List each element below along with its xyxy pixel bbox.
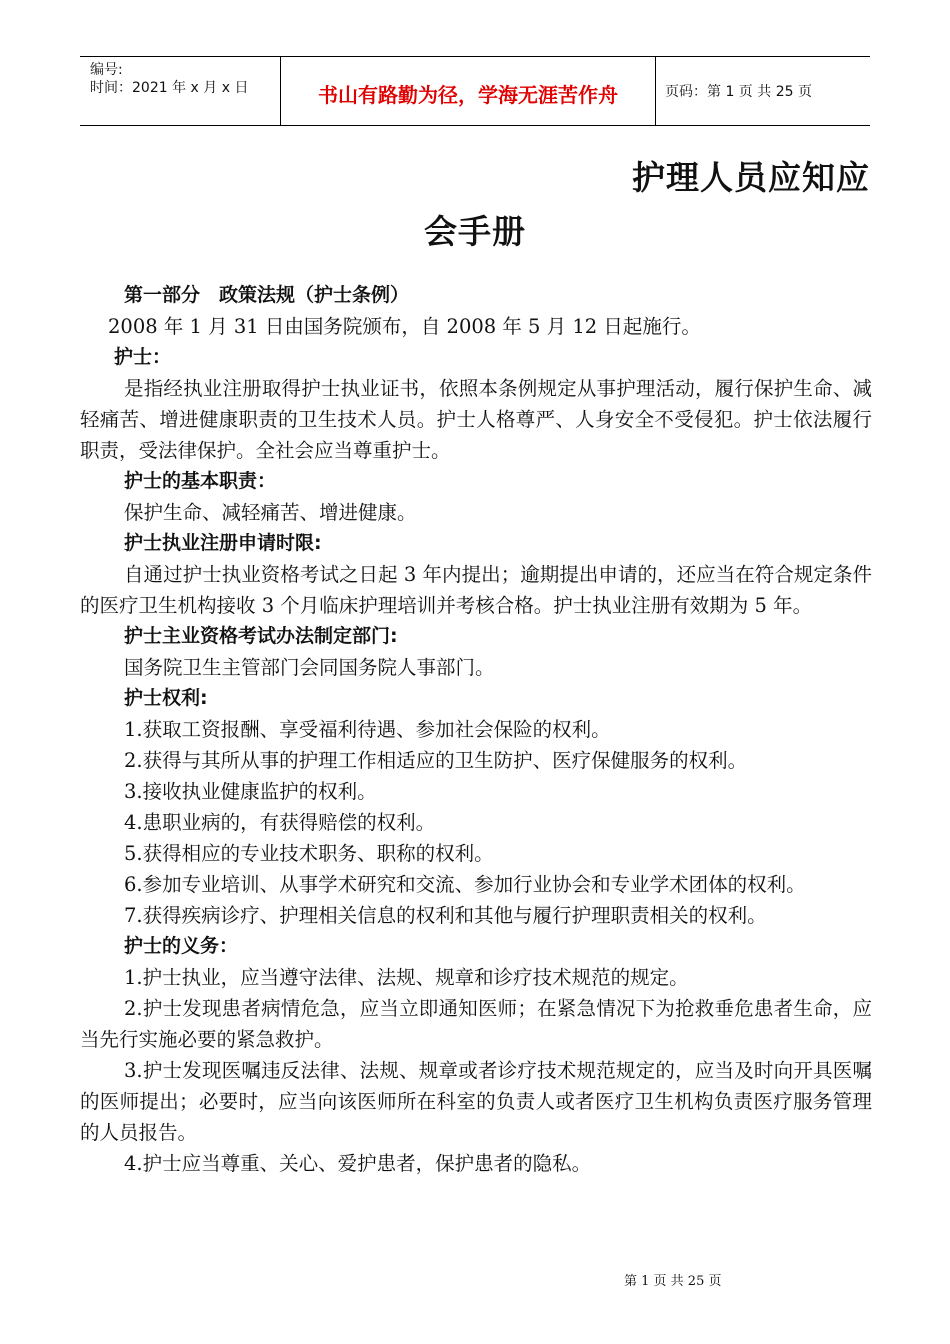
header-motto: 书山有路勤为径，学海无涯苦作舟: [318, 83, 618, 107]
issue-line: 2008 年 1 月 31 日由国务院颁布，自 2008 年 5 月 12 日起施行。: [108, 315, 701, 338]
list-item: 5.获得相应的专业技术职务、职称的权利。: [124, 842, 494, 865]
page-footer: 第 1 页 共 25 页: [624, 1274, 722, 1289]
nurse-heading: 护士：: [114, 346, 172, 368]
obligations-heading: 护士的义务：: [124, 935, 239, 957]
duty-text: 保护生命、减轻痛苦、增进健康。: [124, 501, 417, 524]
header-page-info: 页码：第 1 页 共 25 页: [665, 84, 812, 100]
section-heading: 第一部分 政策法规（护士条例）: [124, 284, 410, 306]
document-body: [80, 280, 872, 1179]
nurse-definition: 是指经执业注册取得护士执业证书，依照本条例规定从事护理活动，履行保护生命、减轻痛苦、增进健康职责的卫生技术人员。护士人格尊严、人身安全不受侵犯。护士依法履行职责，受法律保护。全社会应当尊重护士。: [80, 377, 872, 462]
registration-text: 自通过护士执业资格考试之日起 3 年内提出；逾期提出申请的，还应当在符合规定条件的医疗卫生机构接收 3 个月临床护理培训并考核合格。护士执业注册有效期为 5 年。: [80, 563, 872, 617]
header-time-label: 时间：2021 年 x 月 x 日: [90, 80, 249, 96]
list-item: 6.参加专业培训、从事学术研究和交流、参加行业协会和专业学术团体的权利。: [124, 873, 806, 896]
page-header: [80, 56, 870, 126]
exam-text: 国务院卫生主管部门会同国务院人事部门。: [124, 656, 495, 679]
rights-heading: 护士权利:: [124, 687, 208, 709]
list-item: 2.获得与其所从事的护理工作相适应的卫生防护、医疗保健服务的权利。: [124, 749, 748, 772]
list-item: 1.获取工资报酬、享受福利待遇、参加社会保险的权利。: [124, 718, 611, 741]
header-divider: [655, 57, 656, 125]
list-item: 4.护士应当尊重、关心、爱护患者，保护患者的隐私。: [124, 1152, 592, 1175]
list-item: 3.护士发现医嘱违反法律、法规、规章或者诊疗技术规范规定的，应当及时向开具医嘱的医师提出；必要时，应当向该医师所在科室的负责人或者医疗卫生机构负责医疗服务管理的人员报告。: [80, 1059, 872, 1144]
registration-heading: 护士执业注册申请时限:: [124, 532, 322, 554]
list-item: 4.患职业病的，有获得赔偿的权利。: [124, 811, 436, 834]
list-item: 1.护士执业，应当遵守法律、法规、规章和诊疗技术规范的规定。: [124, 966, 689, 989]
document-title-line2: 会手册: [424, 212, 526, 251]
exam-heading: 护士主业资格考试办法制定部门:: [124, 625, 398, 647]
list-item: 7.获得疾病诊疗、护理相关信息的权利和其他与履行护理职责相关的权利。: [124, 904, 767, 927]
list-item: 2.护士发现患者病情危急，应当立即通知医师；在紧急情况下为抢救垂危患者生命，应当先行实施必要的紧急救护。: [80, 997, 872, 1051]
duty-heading: 护士的基本职责：: [124, 470, 277, 492]
header-number-label: 编号:: [90, 62, 123, 78]
list-item: 3.接收执业健康监护的权利。: [124, 780, 377, 803]
header-meta: [90, 61, 248, 97]
document-title-line1: 护理人员应知应: [632, 158, 870, 197]
